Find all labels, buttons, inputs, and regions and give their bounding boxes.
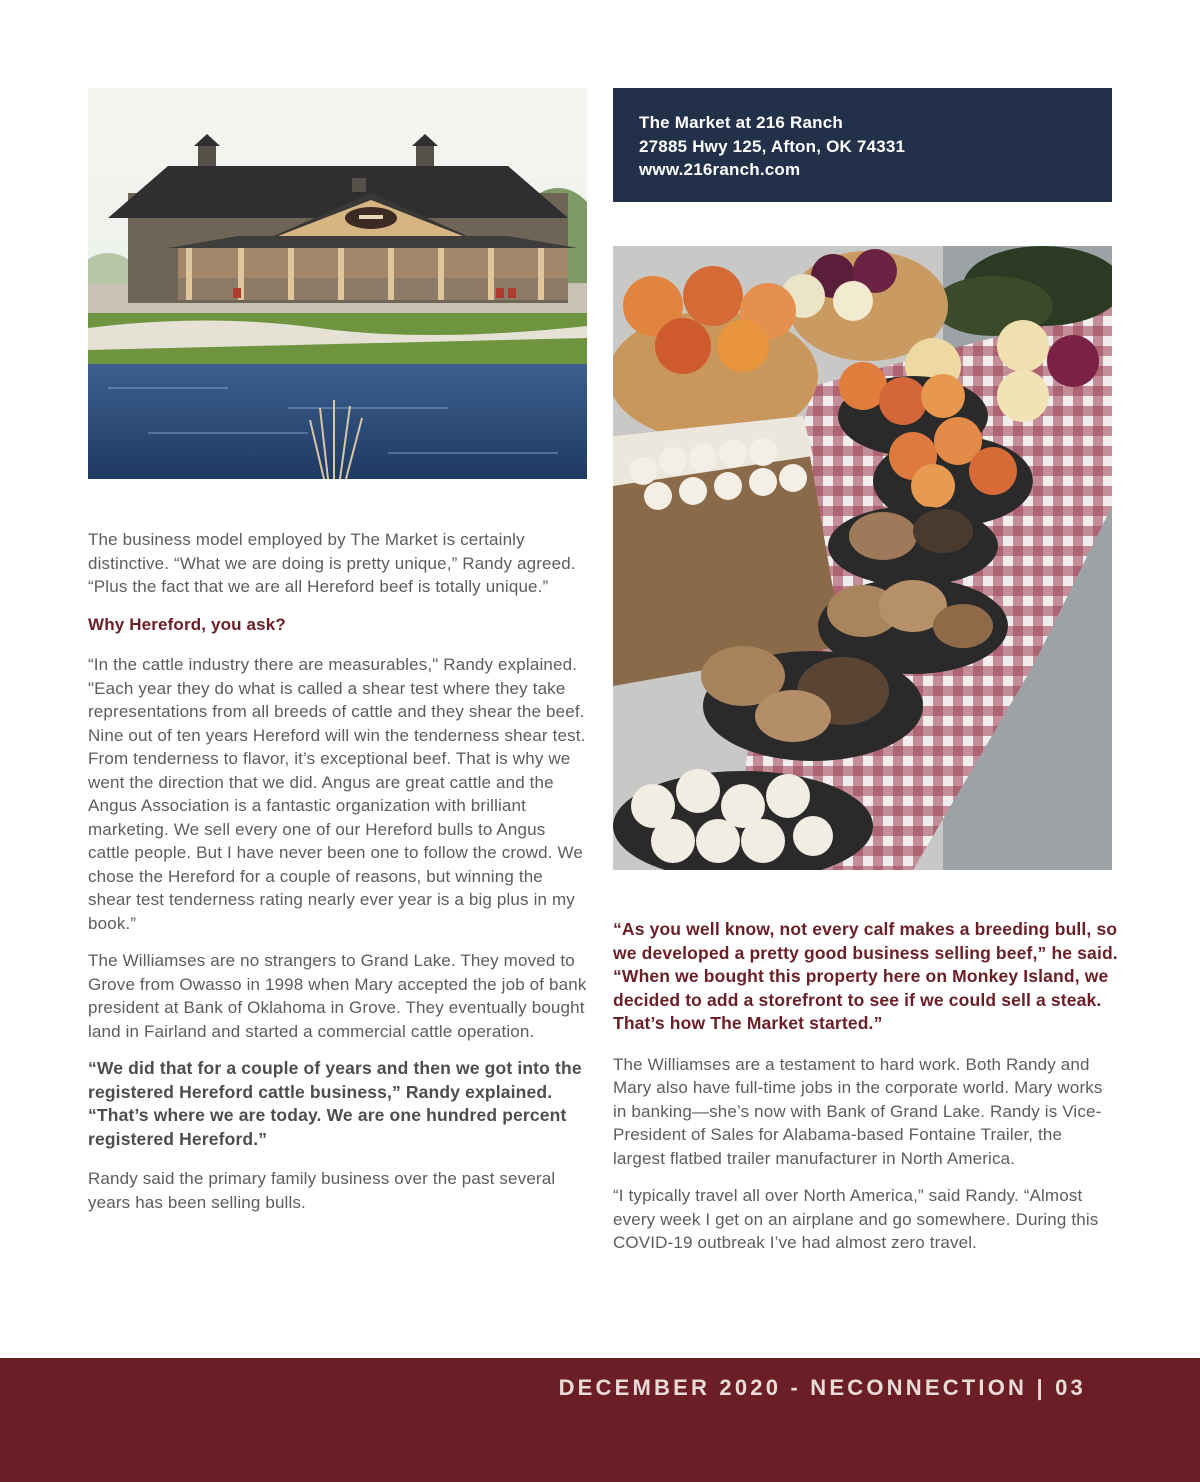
barn-photo: [88, 88, 587, 479]
market-website[interactable]: www.216ranch.com: [639, 160, 801, 179]
market-name: The Market at 216 Ranch: [639, 113, 843, 132]
paragraph: The Williamses are a testament to hard work. Both Randy and Mary also have full-time jobs in the corporate world. Mary works in banking—she’s now with Bank of Grand Lake. Randy is Vice-President of Sales for Alabama-based Fontaine Trailer, the largest flatbed trailer manufacturer in North America.: [613, 1054, 1103, 1168]
produce-photo: [613, 246, 1112, 870]
pull-quote: “We did that for a couple of years and then we got into the registered Hereford cattle business,” Randy explained. “That’s where we are today. We are one hundred percent registered Hereford.”: [88, 1058, 582, 1149]
issue-label: DECEMBER 2020 - NECONNECTION: [558, 1375, 1028, 1400]
paragraph: The business model employed by The Market is certainly distinctive. “What we are doing is pretty unique,” Randy agreed. “Plus the fact that we are all Hereford beef is totally unique.”: [88, 530, 576, 596]
footer-separator: |: [1036, 1375, 1046, 1400]
subheading: Why Hereford, you ask?: [88, 614, 286, 634]
pull-quote: “As you well know, not every calf makes a breeding bull, so we developed a pretty good business selling beef,” he said. “When we bought this property here on Monkey Island, we decided to add a storefront to see if we could sell a steak. That’s how The Market started.”: [613, 919, 1118, 1033]
footer-text: [559, 1376, 1086, 1400]
paragraph: “In the cattle industry there are measurables," Randy explained. "Each year they do what is called a shear test where they take representations from all breeds of cattle and they shear the beef. Nine out of ten years Hereford will win the tenderness shear test. From tenderness to flavor, it’s exceptional beef. That is why we went the direction that we did. Angus are great cattle and the Angus Association is a fantastic organization with brilliant marketing. We sell every one of our Hereford bulls to Angus cattle people. But I have never been one to follow the crowd. We chose the Hereford for a couple of reasons, but winning the shear test tenderness rating nearly ever year is a big plus in my book.”: [88, 655, 586, 933]
paragraph: The Williamses are no strangers to Grand Lake. They moved to Grove from Owasso in 1998 when Mary accepted the job of bank president at Bank of Oklahoma in Grove. They eventually bought land in Fairland and started a commercial cattle operation.: [88, 951, 587, 1041]
info-box: [613, 88, 1112, 202]
article-left-column: [88, 528, 588, 1228]
article-right-column: [613, 918, 1118, 1269]
paragraph: Randy said the primary family business over the past several years has been selling bulls.: [88, 1169, 556, 1212]
paragraph: “I typically travel all over North America,” said Randy. “Almost every week I get on an airplane and go somewhere. During this COVID-19 outbreak I’ve had almost zero travel.: [613, 1186, 1099, 1252]
page-number: 03: [1055, 1375, 1086, 1400]
market-address: 27885 Hwy 125, Afton, OK 74331: [639, 136, 906, 156]
